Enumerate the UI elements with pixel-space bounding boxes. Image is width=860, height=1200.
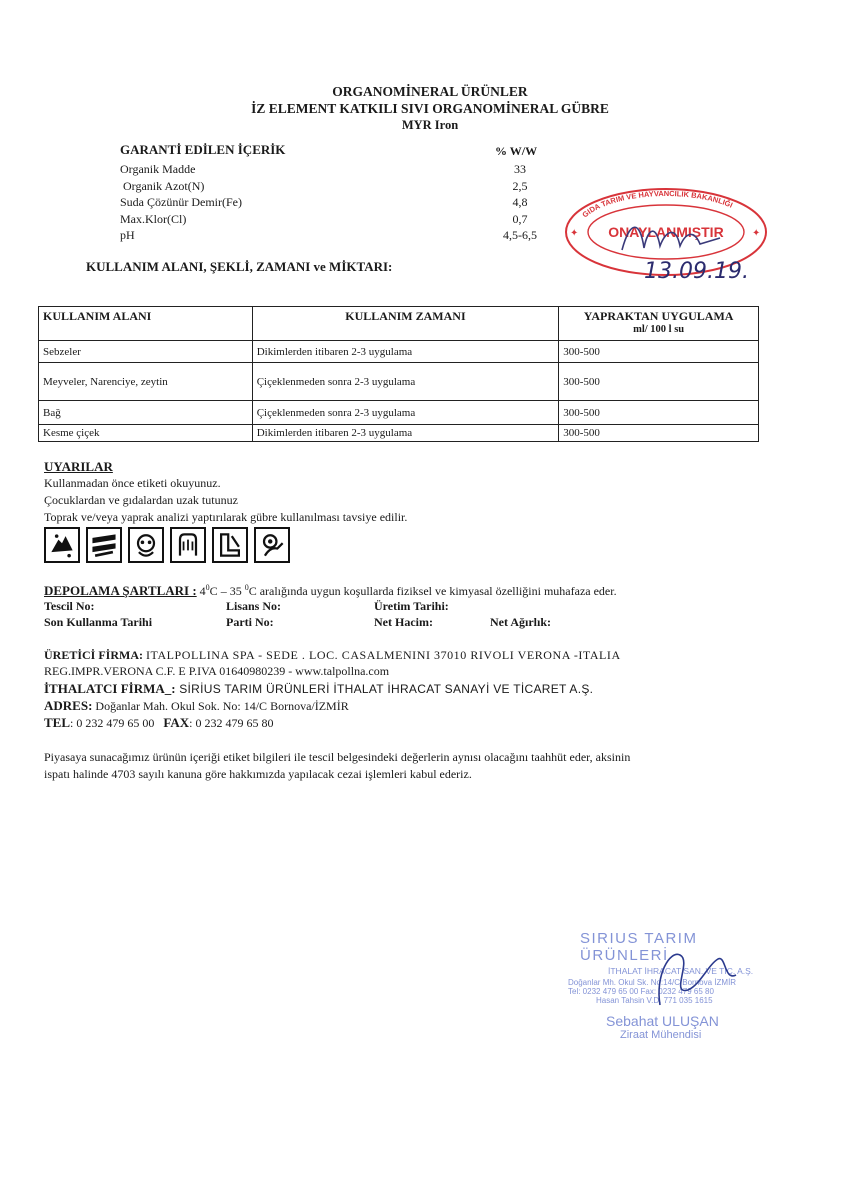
gloves-icon — [170, 527, 206, 563]
net-agirlik-label: Net Ağırlık: — [490, 615, 551, 629]
warning-line: Çocuklardan ve gıdalardan uzak tutunuz — [44, 493, 238, 507]
doc-title-line1: ORGANOMİNERAL ÜRÜNLER — [332, 84, 528, 99]
declaration-line: Piyasaya sunacağımız ürünün içeriği etiket bilgileri ile tescil belgesindeki değerlerin aynısı olacağını taahhüt eder, aksinin — [44, 750, 631, 764]
cell-dose: 300-500 — [559, 425, 759, 442]
degree-sign: 0 — [244, 583, 249, 592]
table-header-row — [39, 307, 759, 341]
temp-unit: C — [209, 584, 218, 598]
producer-text: ITALPOLLINA SPA - SEDE . LOC. CASALMENINI 37010 RIVOLI VERONA -ITALIA — [146, 648, 621, 662]
table-row — [39, 341, 759, 363]
cell-time: Dikimlerden itibaren 2-3 uygulama — [252, 425, 559, 442]
temp-separator: – — [217, 584, 230, 598]
cell-area: Sebzeler — [39, 341, 253, 363]
content-name: Max.Klor(Cl) — [120, 211, 187, 226]
cell-area: Meyveler, Narenciye, zeytin — [39, 363, 253, 401]
warning-line: Toprak ve/veya yaprak analizi yaptırılarak gübre kullanılması tavsiye edilir. — [44, 510, 408, 524]
col-header-area: KULLANIM ALANI — [39, 307, 253, 341]
eye-protection-icon — [254, 527, 290, 563]
lisans-label: Lisans No: — [226, 599, 282, 613]
son-kullanma-label: Son Kullanma Tarihi — [44, 615, 153, 629]
address-text: Doğanlar Mah. Okul Sok. No: 14/C Bornova/İZMİR — [92, 699, 349, 713]
stamp-center-text: ONAYLANMIŞTIR — [608, 224, 724, 240]
tel-label: TEL — [44, 715, 71, 730]
cell-dose: 300-500 — [559, 341, 759, 363]
wash-hands-icon — [44, 527, 80, 563]
table-row — [39, 401, 759, 425]
stamp-tax: Hasan Tahsin V.D. 771 035 1615 — [596, 996, 713, 1005]
svg-text:✦: ✦ — [752, 228, 761, 239]
content-name: pH — [120, 228, 135, 242]
content-name: Suda Çözünür Demir(Fe) — [120, 195, 242, 209]
producer-line2: REG.IMPR.VERONA C.F. E P.IVA 01640980239 - www.talpollna.com — [44, 664, 390, 678]
content-value: 2,5 — [512, 178, 528, 193]
col-header-dose-line2: ml/ 100 l su — [633, 324, 685, 335]
cell-area: Bağ — [39, 401, 253, 425]
net-hacim-label: Net Hacim: — [374, 615, 433, 629]
doc-title-line2: İZ ELEMENT KATKILI SIVI ORGANOMİNERAL GÜBRE — [251, 101, 609, 116]
content-unit-heading: % W/W — [495, 144, 538, 158]
col-header-time: KULLANIM ZAMANI — [252, 307, 559, 341]
tel-value: : 0 232 479 65 00 — [70, 716, 155, 730]
cell-dose: 300-500 — [559, 363, 759, 401]
cell-area: Kesme çiçek — [39, 425, 253, 442]
temp-unit: C — [248, 584, 257, 598]
storage-temp-low: 4 — [199, 584, 206, 598]
stamp-address: Doğanlar Mh. Okul Sk. No:14/C Bornova İZMİR — [568, 978, 737, 987]
usage-heading: KULLANIM ALANI, ŞEKLİ, ZAMANI ve MİKTARI: — [86, 259, 393, 274]
stamp-phone: Tel: 0232 479 65 00 Fax: 0232 479 65 80 — [568, 987, 714, 996]
content-heading: GARANTİ EDİLEN İÇERİK — [120, 142, 286, 157]
declaration — [44, 749, 630, 783]
content-value: 4,5-6,5 — [503, 228, 537, 242]
content-name: Organik Madde — [120, 162, 196, 176]
stamp-person-name: Sebahat ULUŞAN — [606, 1013, 719, 1029]
declaration-line: ispatı halinde 4703 sayılı kanuna göre hakkımızda yapılacak cezai işlemleri kabul ederiz. — [44, 767, 472, 781]
content-value: 0,7 — [512, 211, 528, 226]
product-name: MYR Iron — [401, 118, 459, 132]
cell-time: Çiçeklenmeden sonra 2-3 uygulama — [252, 401, 559, 425]
storage-text: aralığında uygun koşullarda fiziksel ve kimyasal özelliğini muhafaza eder. — [256, 584, 617, 598]
svg-text:✦: ✦ — [570, 228, 579, 239]
warnings-heading: UYARILAR — [44, 459, 113, 474]
importer-line — [44, 681, 593, 697]
approval-stamp — [560, 180, 770, 280]
storage-temp-high: 35 — [229, 584, 242, 598]
importer-text: SİRİUS TARIM ÜRÜNLERİ İTHALAT İHRACAT SANAYİ VE TİCARET A.Ş. — [175, 682, 594, 696]
producer-line — [44, 648, 766, 663]
parti-label: Parti No: — [226, 615, 274, 629]
respirator-icon — [128, 527, 164, 563]
stamp-ring-text: GIDA TARIM VE HAYVANCILIK BAKANLIĞI — [580, 188, 735, 220]
table-row — [39, 363, 759, 401]
address-line — [44, 698, 349, 714]
content-names — [120, 161, 242, 244]
warnings-list — [44, 475, 407, 526]
stamp-company-name: SIRIUS TARIM ÜRÜNLERİ — [580, 930, 698, 964]
cell-time: Dikimlerden itibaren 2-3 uygulama — [252, 341, 559, 363]
stamp-company-type: İTHALAT İHRACAT SAN. VE TİC. A.Ş. — [608, 966, 754, 976]
degree-sign: 0 — [205, 583, 210, 592]
signature — [600, 935, 760, 1020]
protective-clothing-icon — [86, 527, 122, 563]
storage-line — [44, 583, 617, 599]
content-value: 33 — [514, 162, 526, 176]
producer-label: ÜRETİCİ FİRMA: — [44, 648, 143, 662]
importer-label: İTHALATCI FİRMA_: — [44, 681, 176, 696]
cell-dose: 300-500 — [559, 401, 759, 425]
boots-icon — [212, 527, 248, 563]
usage-table — [38, 306, 759, 442]
storage-label: DEPOLAMA ŞARTLARI : — [44, 583, 197, 598]
fax-label: FAX — [163, 715, 190, 730]
uretim-label: Üretim Tarihi: — [374, 599, 449, 613]
col-header-dose — [559, 307, 759, 341]
tescil-label: Tescil No: — [44, 599, 95, 613]
tel-line — [44, 715, 273, 731]
stamp-person-title: Ziraat Mühendisi — [620, 1029, 702, 1041]
stamp-date: 13.09.19. — [644, 259, 749, 280]
content-name: Organik Azot(N) — [123, 178, 205, 193]
content-values — [490, 161, 550, 244]
fax-value: : 0 232 479 65 80 — [189, 716, 274, 730]
col-header-dose-line1: YAPRAKTAN UYGULAMA — [583, 309, 734, 323]
content-value: 4,8 — [512, 195, 528, 209]
table-row — [39, 425, 759, 442]
warning-line: Kullanmadan önce etiketi okuyunuz. — [44, 476, 221, 490]
address-label: ADRES: — [44, 698, 93, 713]
cell-time: Çiçeklenmeden sonra 2-3 uygulama — [252, 363, 559, 401]
